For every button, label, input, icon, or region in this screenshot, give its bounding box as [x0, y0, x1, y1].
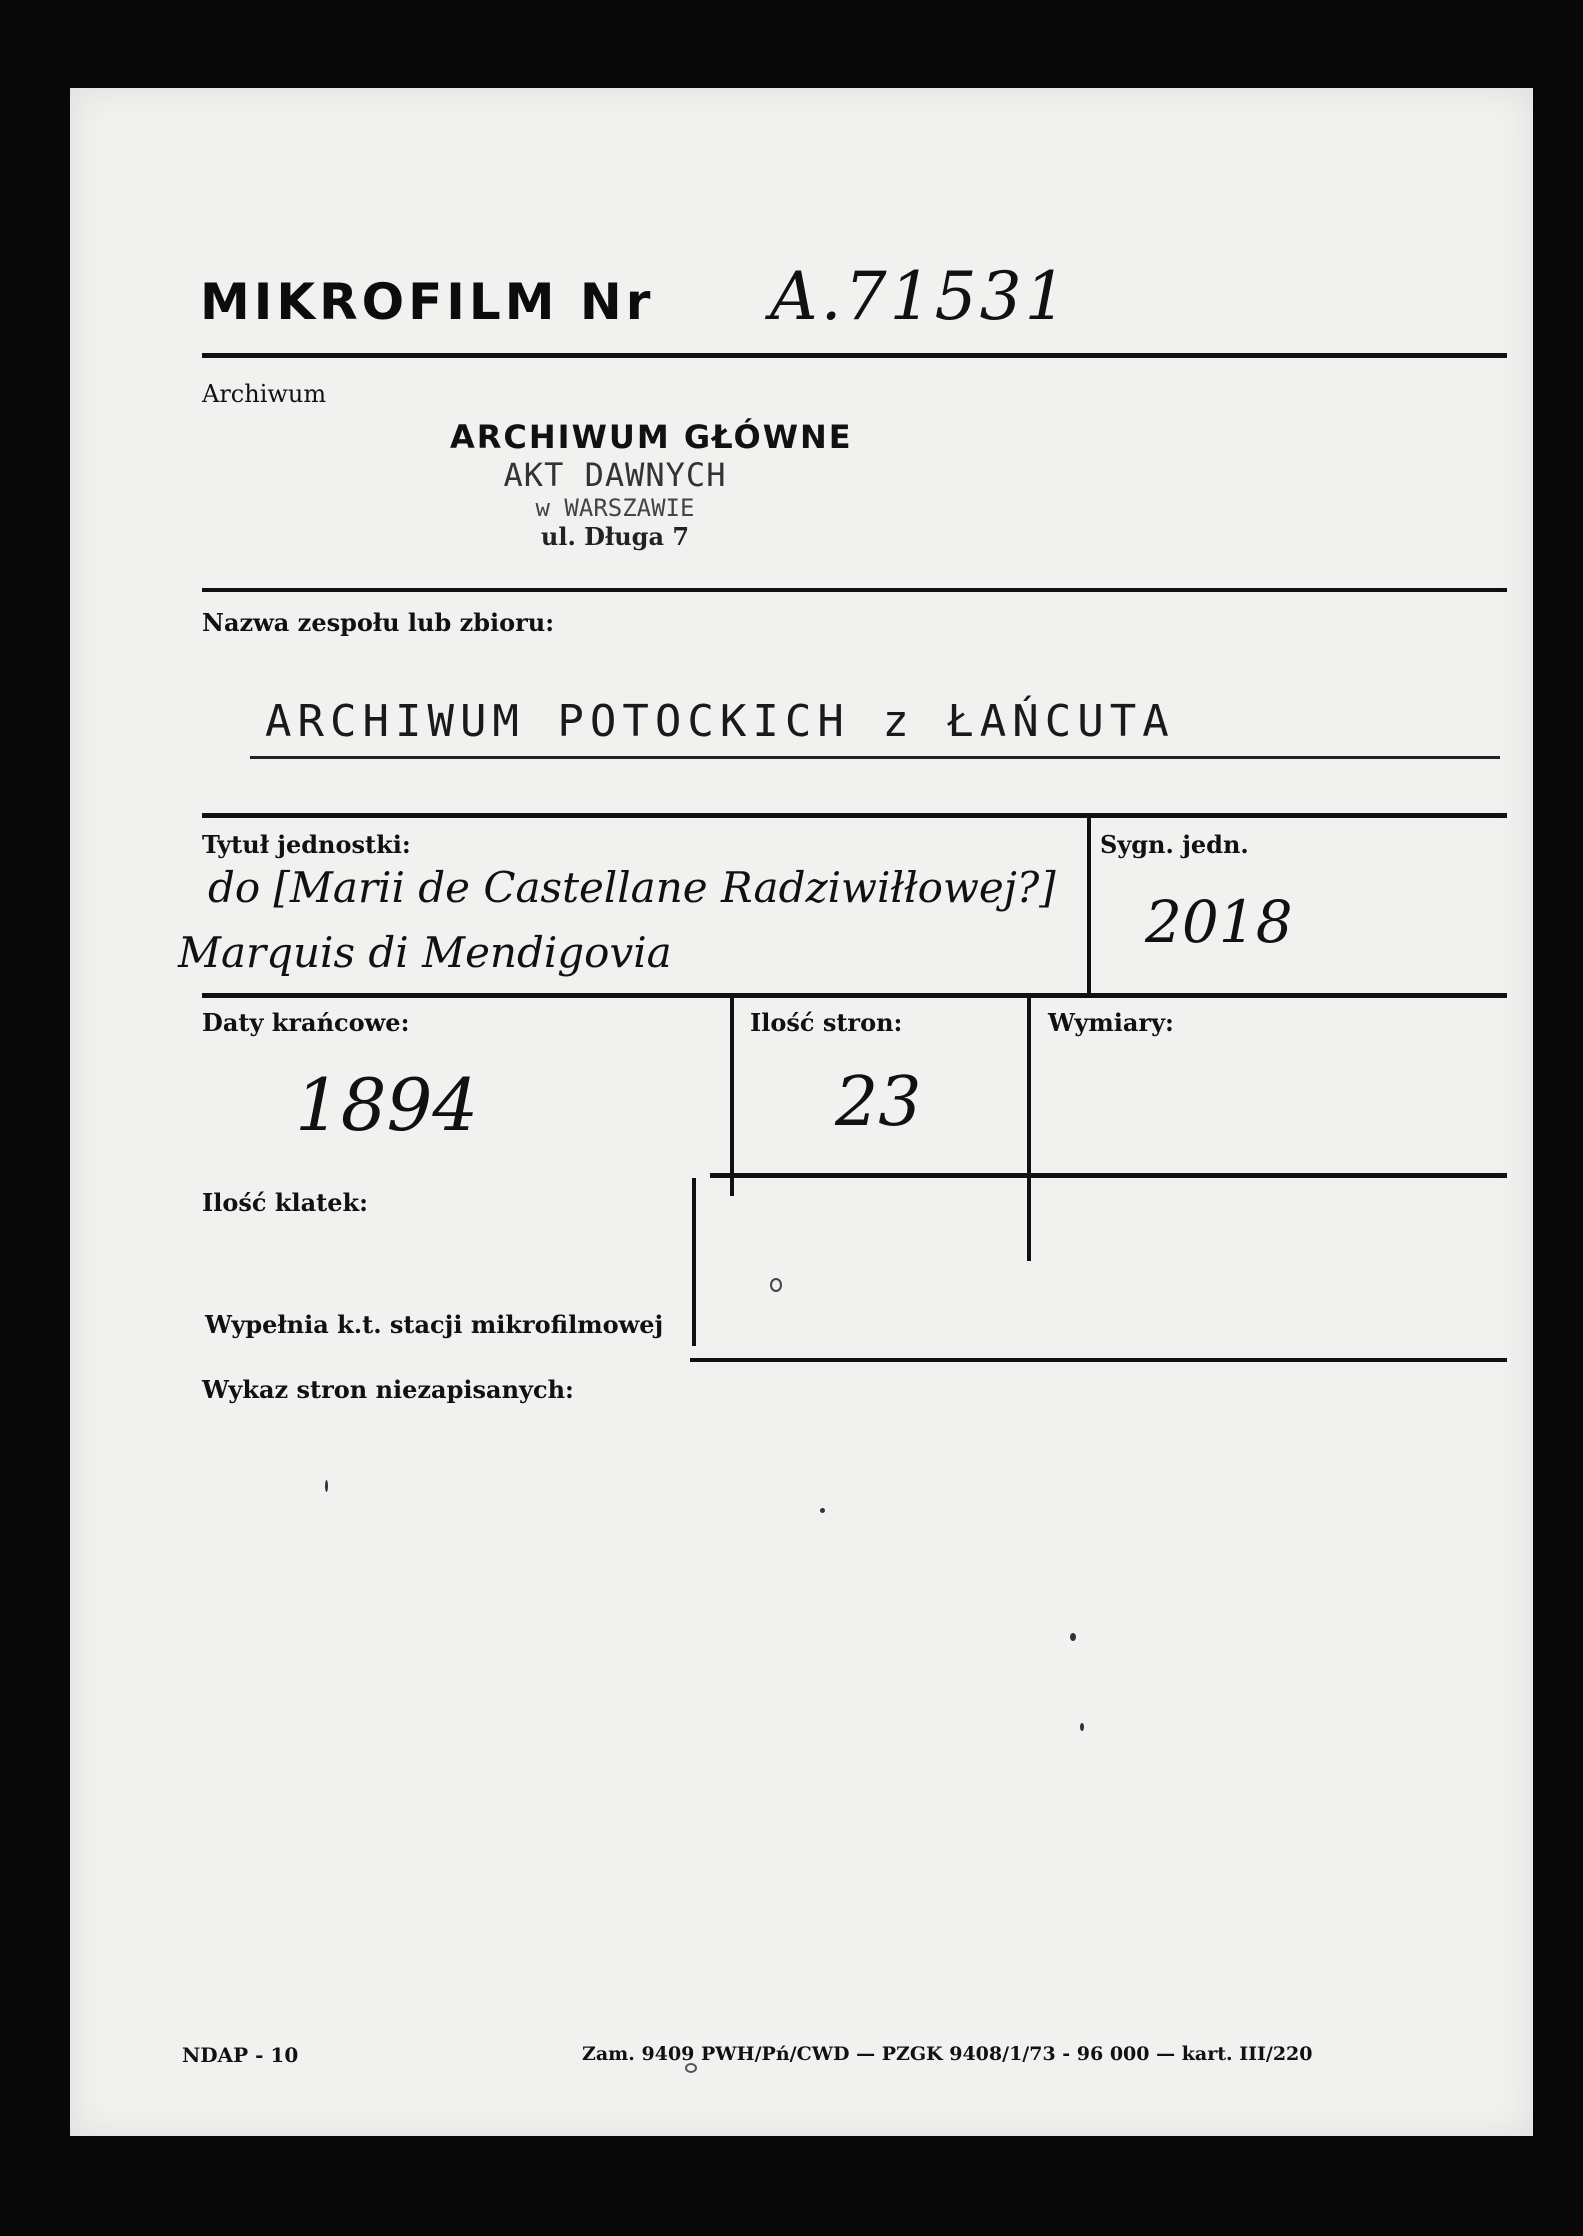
dust-speck — [820, 1508, 825, 1513]
stamp-line-4: ul. Długa 7 — [540, 522, 690, 551]
card-title-label: MIKROFILM Nr — [200, 273, 655, 331]
stamp-line-3: w WARSZAWIE — [535, 494, 695, 522]
stamp-line-1: ARCHIWUM GŁÓWNE — [450, 418, 853, 456]
dimensions-label: Wymiary: — [1048, 1008, 1174, 1037]
card-title — [200, 273, 654, 331]
dust-speck — [770, 1278, 782, 1292]
print-info: Zam. 9409 PWH/Pń/CWD — PZGK 9408/1/73 - 96 000 — kart. III/220 — [582, 2043, 1313, 2065]
dust-speck — [1080, 1723, 1084, 1731]
dates-value: 1894 — [295, 1063, 479, 1147]
pages-value: 23 — [835, 1063, 922, 1142]
collection-label: Nazwa zespołu lub zbioru: — [202, 608, 555, 637]
pages-label: Ilość stron: — [750, 1008, 903, 1037]
unit-title-line-2: Marquis di Mendigovia — [178, 928, 672, 977]
divider — [690, 1358, 1507, 1362]
collection-underline — [250, 756, 1500, 759]
divider — [202, 813, 1507, 818]
divider — [202, 993, 1507, 998]
blank-pages-label: Wykaz stron niezapisanych: — [202, 1375, 574, 1404]
signature-value: 2018 — [1145, 888, 1293, 956]
dust-speck — [1070, 1633, 1076, 1641]
unit-title-line-1: do [Marii de Castellane Radziwiłłowej?] — [208, 863, 1056, 912]
column-divider — [692, 1178, 696, 1346]
archive-stamp — [450, 418, 853, 551]
column-divider — [730, 996, 734, 1196]
column-divider — [1087, 818, 1091, 993]
divider — [202, 588, 1507, 592]
form-code: NDAP - 10 — [182, 2043, 299, 2067]
divider — [202, 353, 1507, 358]
microfilm-card — [70, 88, 1533, 2136]
frames-note: Wypełnia k.t. stacji mikrofilmowej — [205, 1310, 664, 1339]
archive-label: Archiwum — [202, 380, 327, 408]
stamp-line-2: AKT DAWNYCH — [503, 456, 727, 494]
signature-label: Sygn. jedn. — [1100, 830, 1249, 859]
collection-value: ARCHIWUM POTOCKICH z ŁAŃCUTA — [265, 696, 1175, 747]
divider — [710, 1173, 1507, 1178]
dust-speck — [325, 1480, 328, 1492]
unit-title-label: Tytuł jednostki: — [202, 830, 411, 859]
dates-label: Daty krańcowe: — [202, 1008, 410, 1037]
frames-label: Ilość klatek: — [202, 1188, 368, 1217]
column-divider — [1027, 996, 1031, 1261]
microfilm-number: A.71531 — [770, 258, 1070, 335]
